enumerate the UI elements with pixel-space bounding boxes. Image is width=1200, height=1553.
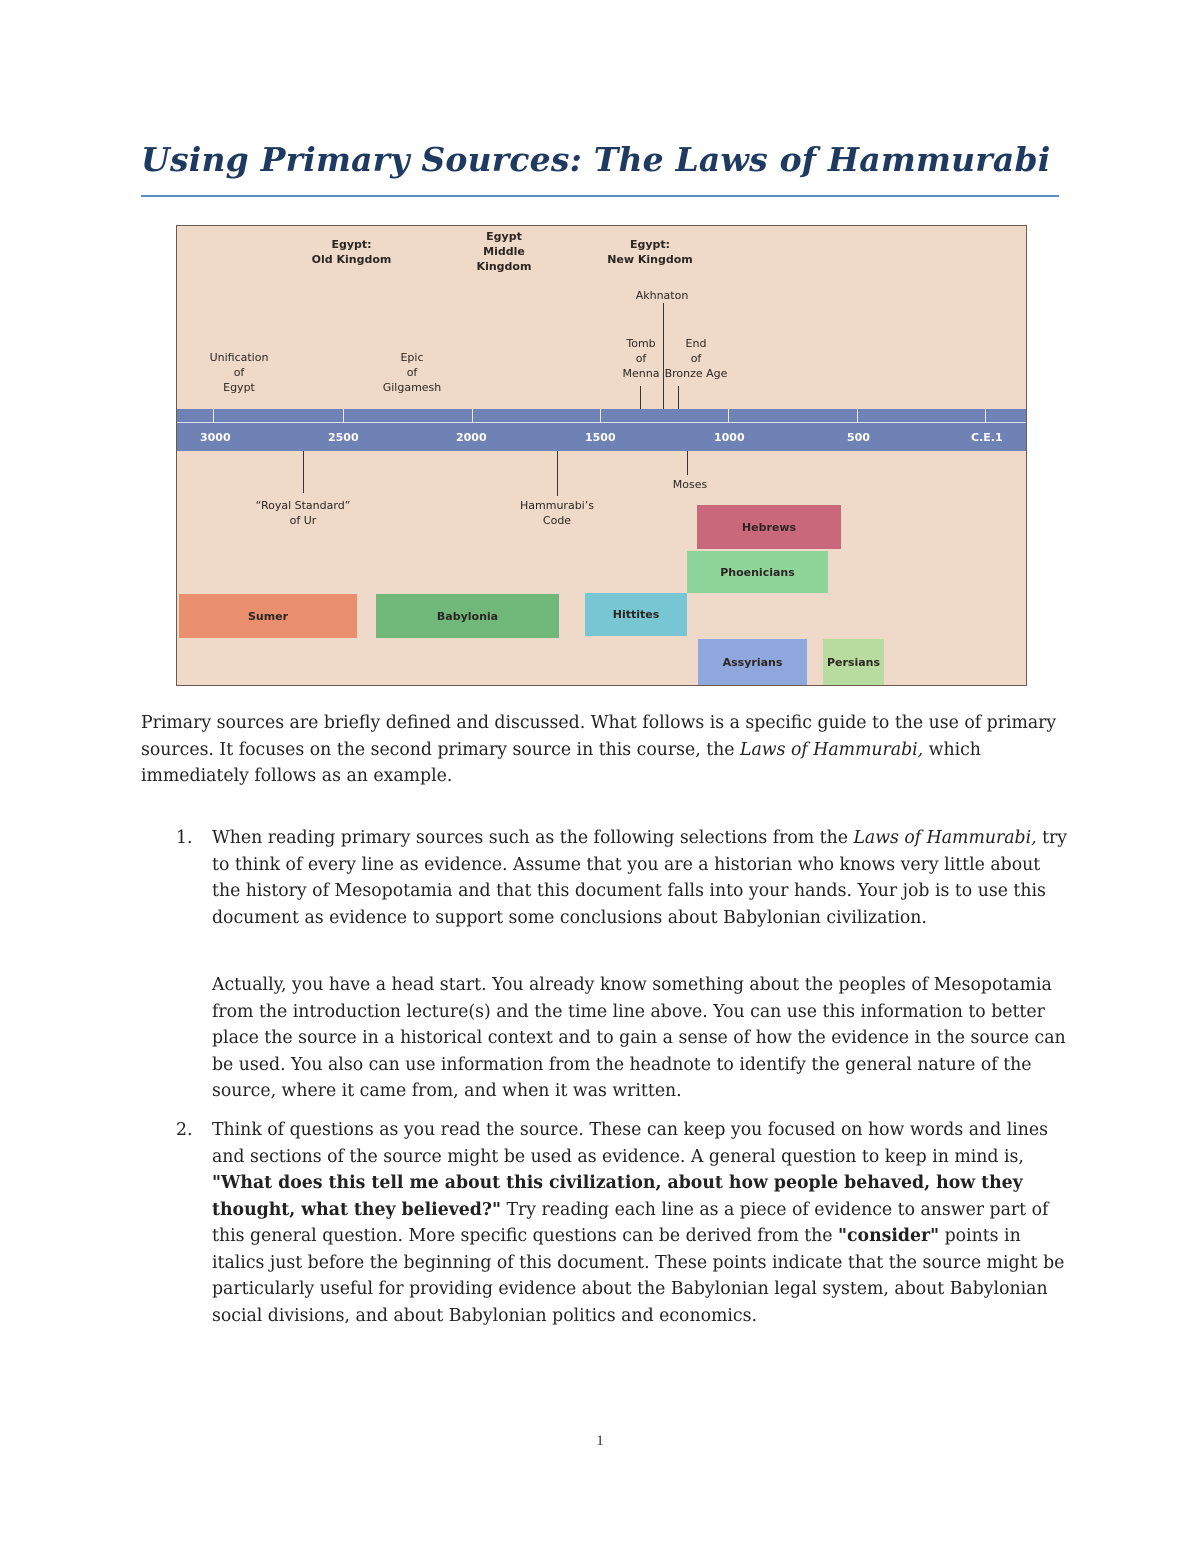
timeline-figure	[176, 225, 1027, 686]
stem-moses	[687, 451, 688, 475]
list-number-2: 2.	[176, 1120, 193, 1140]
year-1500: 1500	[585, 431, 616, 444]
year-2000: 2000	[456, 431, 487, 444]
event-end-of-bronze-age: End of Bronze Age	[664, 337, 728, 380]
box-persians: Persians	[823, 639, 884, 685]
stem-tomb-of-menna	[640, 386, 641, 409]
box-hebrews: Hebrews	[697, 505, 841, 549]
list-number-1: 1.	[176, 828, 193, 848]
year-ce-1: C.E.1	[971, 431, 1003, 444]
box-egypt-new-kingdom: Egypt: New Kingdom	[607, 237, 693, 266]
year-1000: 1000	[714, 431, 745, 444]
event-akhnaton: Akhnaton	[635, 289, 689, 302]
page-number: 1	[596, 1433, 604, 1449]
intro-paragraph: Primary sources are briefly defined and discussed. What follows is a specific guide to the use of primary sources. It focuses on the second primary source in this course, the Laws of Hammurabi, which immediately follows as an example.	[141, 713, 1057, 786]
box-assyrians: Assyrians	[698, 639, 807, 685]
stem-akhnaton	[663, 303, 664, 409]
title-underline	[141, 195, 1059, 197]
timeline-axis	[177, 409, 1026, 451]
box-egypt-old-kingdom: Egypt: Old Kingdom	[311, 237, 392, 266]
event-hammurabis-code: Hammurabi’s Code	[520, 499, 594, 527]
event-tomb-of-menna: Tomb of Menna	[622, 337, 660, 380]
box-hittites: Hittites	[585, 593, 687, 636]
item1-italic-title: Laws of Hammurabi,	[853, 828, 1037, 848]
event-epic-of-gilgamesh: Epic of Gilgamesh	[382, 351, 442, 394]
box-sumer: Sumer	[179, 594, 357, 638]
stem-royal-standard	[303, 451, 304, 493]
stem-hammurabi-code	[557, 451, 558, 496]
general-question-bold: "What does this tell me about this civilization, about how people behaved, how they thought, what they believed?"	[212, 1173, 1023, 1220]
box-phoenicians: Phoenicians	[687, 551, 828, 593]
year-3000: 3000	[200, 431, 231, 444]
event-royal-standard-of-ur: “Royal Standard” of Ur	[255, 499, 351, 527]
list-item-1-follow-up: Actually, you have a head start. You already know something about the peoples of Mesopotamia from the introduction lecture(s) and the time line above. You can use this information to better place the source in a historical context and to gain a sense of how the evidence in the source can be used. You also can use information from the headnote to identify the general nature of the source, where it came from, and when it was written.	[212, 975, 1066, 1101]
year-2500: 2500	[328, 431, 359, 444]
box-babylonia: Babylonia	[376, 594, 559, 638]
box-egypt-middle-kingdom: Egypt Middle Kingdom	[476, 230, 532, 273]
event-unification-of-egypt: Unification of Egypt	[209, 351, 269, 394]
list-item-2-text: Think of questions as you read the source. These can keep you focused on how words and lines and sections of the source might be used as evidence. A general question to keep in mind is, "What does this tell me about this civilization, about how people behaved, how they thought, what they believed?" Try reading each line as a piece of evidence to answer part of this general question. More specific questions can be derived from the "consider" points in italics just before the beginning of this document. These points indicate that the source might be particularly useful for providing evidence about the Babylonian legal system, about Babylonian social divisions, and about Babylonian politics and economics.	[212, 1120, 1065, 1326]
consider-bold: "consider"	[838, 1226, 940, 1246]
event-moses: Moses	[672, 478, 708, 491]
list-item-1-text: When reading primary sources such as the following selections from the Laws of Hammurabi, try to think of every line as evidence. Assume that you are a historian who knows very little about the history of Mesopotamia and that this document falls into your hands. Your job is to use this document as evidence to support some conclusions about Babylonian civilization.	[212, 828, 1068, 928]
stem-bronze-age	[678, 386, 679, 409]
page-title: Using Primary Sources: The Laws of Hammurabi	[141, 140, 1051, 179]
intro-italic-title: Laws of Hammurabi,	[740, 739, 924, 760]
year-500: 500	[847, 431, 870, 444]
